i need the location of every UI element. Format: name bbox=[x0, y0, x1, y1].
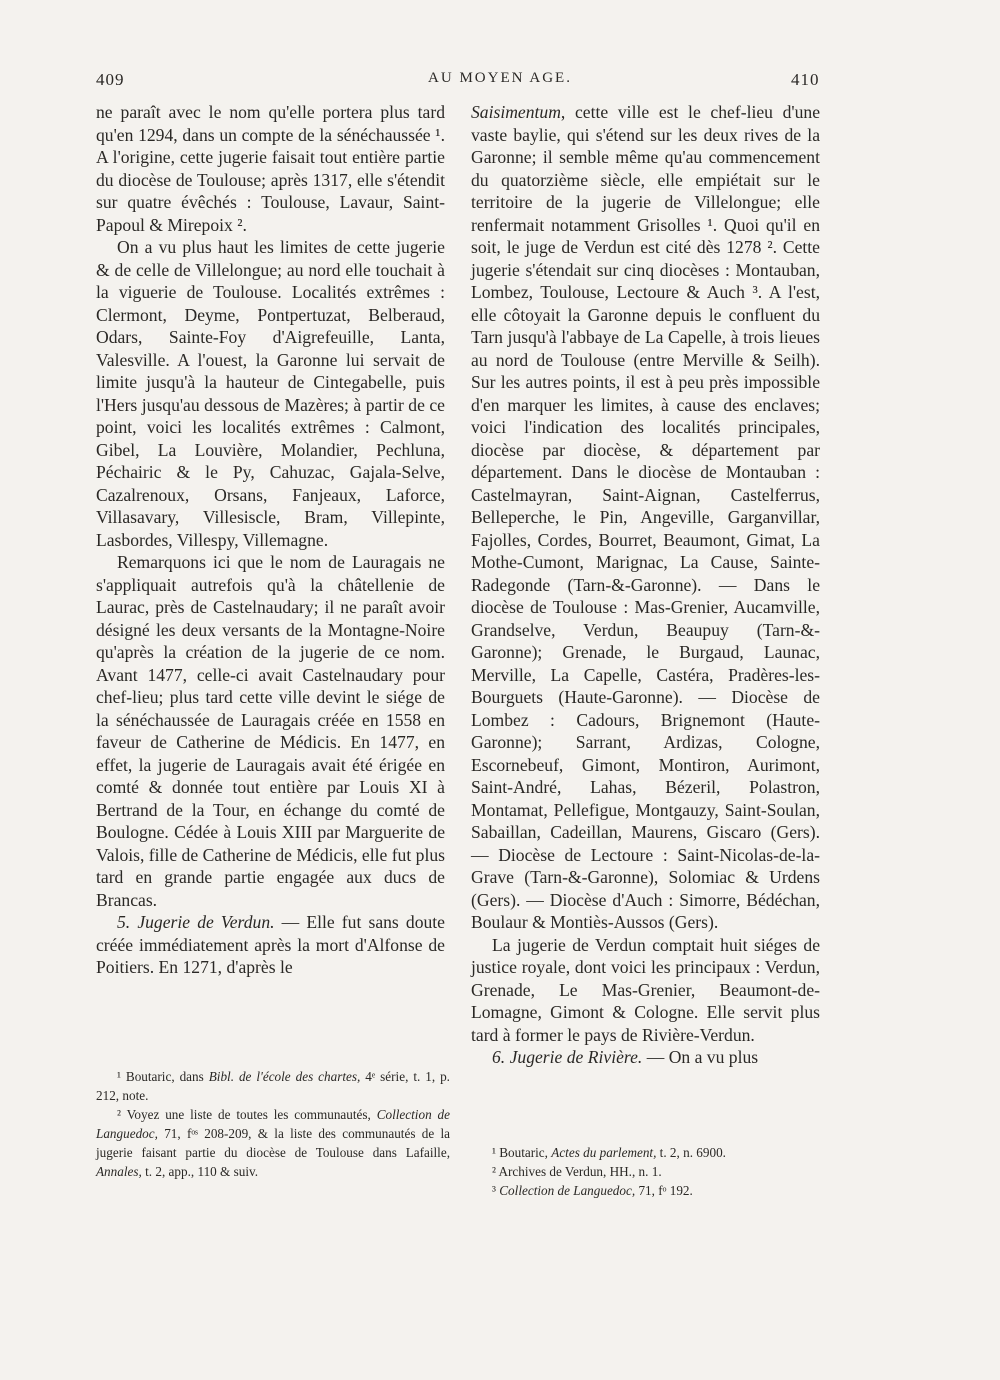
footnote-text: 71, fᵒˢ 208-209, & la liste des communautés de la jugerie faisant partie du diocèse de Toulouse dans Lafaille, bbox=[96, 1126, 450, 1160]
footnote bbox=[471, 1181, 825, 1200]
page-number-left: 409 bbox=[96, 70, 125, 89]
paragraph: La jugerie de Verdun comptait huit siéges de justice royale, dont voici les principaux : Verdun, Grenade, Le Mas-Grenier, Beaumont-de-Lomagne, Gimont & Cologne. Elle servit plus tard à former le pays de Rivière-Verdun. bbox=[471, 934, 820, 1045]
footnote-text: ¹ Boutaric, bbox=[492, 1145, 552, 1160]
footnote-italic: Collection de Languedoc, bbox=[96, 1107, 450, 1141]
paragraph: On a vu plus haut les limites de cette jugerie & de celle de Villelongue; au nord elle touchait à la viguerie de Toulouse. Localités extrêmes : Clermont, Deyme, Pontpertuzat, Belberaud, Odars, Sainte-Foy d'Aigrefeuille, Lanta, Valesville. A l'ouest, la Garonne lui servait de limite jusqu'à la hauteur de Cintegabelle, puis l'Hers jusqu'au dessous de Mazères; à partir de ce point, voici les localités extrêmes : Calmont, Gibel, La Louvière, Molandier, Pechluna, Péchairic & le Py, Cahuzac, Gajala-Selve, Cazalrenoux, Orsans, Fanjeaux, Laforce, Villasavary, Villesiscle, Bram, Villepinte, Lasbordes, Villespy, Villemagne. bbox=[96, 237, 445, 550]
section-paragraph bbox=[96, 911, 445, 979]
footnote-italic: Bibl. de l'école des chartes, bbox=[208, 1069, 361, 1084]
footnote-italic: Actes du parlement, bbox=[551, 1145, 657, 1160]
paragraph: ne paraît avec le nom qu'elle portera plus tard qu'en 1294, dans un compte de la sénéchaussée ¹. A l'origine, cette jugerie faisait tout entière partie du diocèse de Toulouse; après 1317, elle s'étendit sur quatre évêchés : Toulouse, Lavaur, Saint-Papoul & Mirepoix ². bbox=[96, 102, 445, 235]
page-number-right: 410 bbox=[791, 70, 820, 89]
paragraph: Remarquons ici que le nom de Lauragais ne s'appliquait autrefois qu'à la châtellenie de Laurac, près de Castelnaudary; il ne paraît avoir désigné les deux versants de la Montagne-Noire qu'après la création de la jugerie de ce nom. Avant 1477, celle-ci avait Castelnaudary pour chef-lieu; plus tard cette ville devint le siége de la sénéchaussée de Lauragais créée en 1558 en faveur de Catherine de Médicis. En 1477, en effet, la jugerie de Lauragais avait été érigée en comté & donnée tout entière par Louis XI à Bertrand de la Tour, en échange du comté de Boulogne. Cédée à Louis XIII par Marguerite de Valois, fille de Catherine de Médicis, elle fut plus tard en grande partie engagée aux ducs de Brancas. bbox=[96, 552, 445, 910]
paragraph-text: — On a vu plus bbox=[642, 1047, 759, 1067]
footnote-italic: Collection de Languedoc, bbox=[499, 1183, 636, 1198]
footnote-text: ³ bbox=[492, 1183, 500, 1198]
section-heading: 6. Jugerie de Rivière. bbox=[492, 1047, 643, 1067]
footnote-text: t. 2, n. 6900. bbox=[656, 1145, 726, 1160]
running-title: AU MOYEN AGE. bbox=[428, 70, 572, 86]
paragraph-text: — Elle fut sans doute créée immédiatement après la mort d'Alfonse de Poitiers. En 1271, d'après le bbox=[96, 912, 445, 977]
paragraph bbox=[471, 101, 820, 934]
section-heading: 5. Jugerie de Verdun. bbox=[117, 912, 275, 932]
footnote-text: 71, fᵒ 192. bbox=[635, 1183, 693, 1198]
left-column bbox=[96, 101, 445, 979]
paragraph-text: , cette ville est le chef-lieu d'une vaste baylie, qui s'étend sur les deux rives de la Garonne; il semble même qu'au commencement du quatorzième siècle, elle empiétait sur le territoire de la jugerie de Villelongue; elle renfermait notamment Grisolles ¹. Quoi qu'il en soit, le juge de Verdun est cité dès 1278 ². Cette jugerie s'étendait sur cinq diocèses : Montauban, Lombez, Toulouse, Lectoure & Auch ³. A l'est, elle côtoyait la Garonne depuis le confluent du Tarn jusqu'à l'abbaye de La Capelle, à trois lieues au nord de Toulouse (entre Merville & Seilh). Sur les autres points, il est à peu près impossible d'en marquer les limites, à cause des enclaves; voici l'indication des localités principales, diocèse par diocèse, & département par département. Dans le diocèse de Montauban : Castelmayran, Saint-Aignan, Castelferrus, Belleperche, le Pin, Angeville, Garganvillar, Fajolles, Cordes, Bourret, Beaumont, Gimat, La Mothe-Cumont, Marignac, La Cause, Sainte-Radegonde (Tarn-&-Garonne). — Dans le diocèse de Toulouse : Mas-Grenier, Aucamville, Grandselve, Verdun, Beaupuy (Tarn-&-Garonne); Grenade, le Burgaud, Launac, Merville, La Capelle, Castéra, Pradères-les-Bourguets (Haute-Garonne). — Diocèse de Lombez : Cadours, Brignemont (Haute-Garonne); Sarrant, Ardizas, Cologne, Escornebeuf, Gimont, Montiron, Aurimont, Saint-André, Lahas, Bézeril, Polastron, Montamat, Pellefigue, Montgauzy, Saint-Soulan, Sabaillan, Cadeillan, Maurens, Giscaro (Gers). — Diocèse de Lectoure : Saint-Nicolas-de-la-Grave (Tarn-&-Garonne), Solomiac & Urdens (Gers). — Diocèse d'Auch : Simorre, Bédéchan, Boulaur & Montiès-Aussos (Gers). bbox=[471, 102, 820, 932]
footnote-italic: Annales, bbox=[96, 1164, 142, 1179]
italic-term: Saisimentum bbox=[471, 102, 561, 122]
footnote-text: ¹ Boutaric, dans bbox=[117, 1069, 209, 1084]
footnote-text: ² Voyez une liste de toutes les communautés, bbox=[117, 1107, 377, 1122]
right-column bbox=[471, 101, 820, 1069]
section-paragraph bbox=[471, 1046, 820, 1069]
footnote bbox=[96, 1105, 450, 1181]
footnote-text: t. 2, app., 110 & suiv. bbox=[141, 1164, 259, 1179]
footnotes-right bbox=[471, 1143, 825, 1200]
footnote bbox=[471, 1143, 825, 1162]
footnotes-left bbox=[96, 1067, 450, 1181]
footnote: ² Archives de Verdun, HH., n. 1. bbox=[492, 1164, 662, 1179]
footnote-text: 4ᵉ série, t. 1, p. 212, note. bbox=[96, 1069, 450, 1103]
footnote bbox=[96, 1067, 450, 1105]
